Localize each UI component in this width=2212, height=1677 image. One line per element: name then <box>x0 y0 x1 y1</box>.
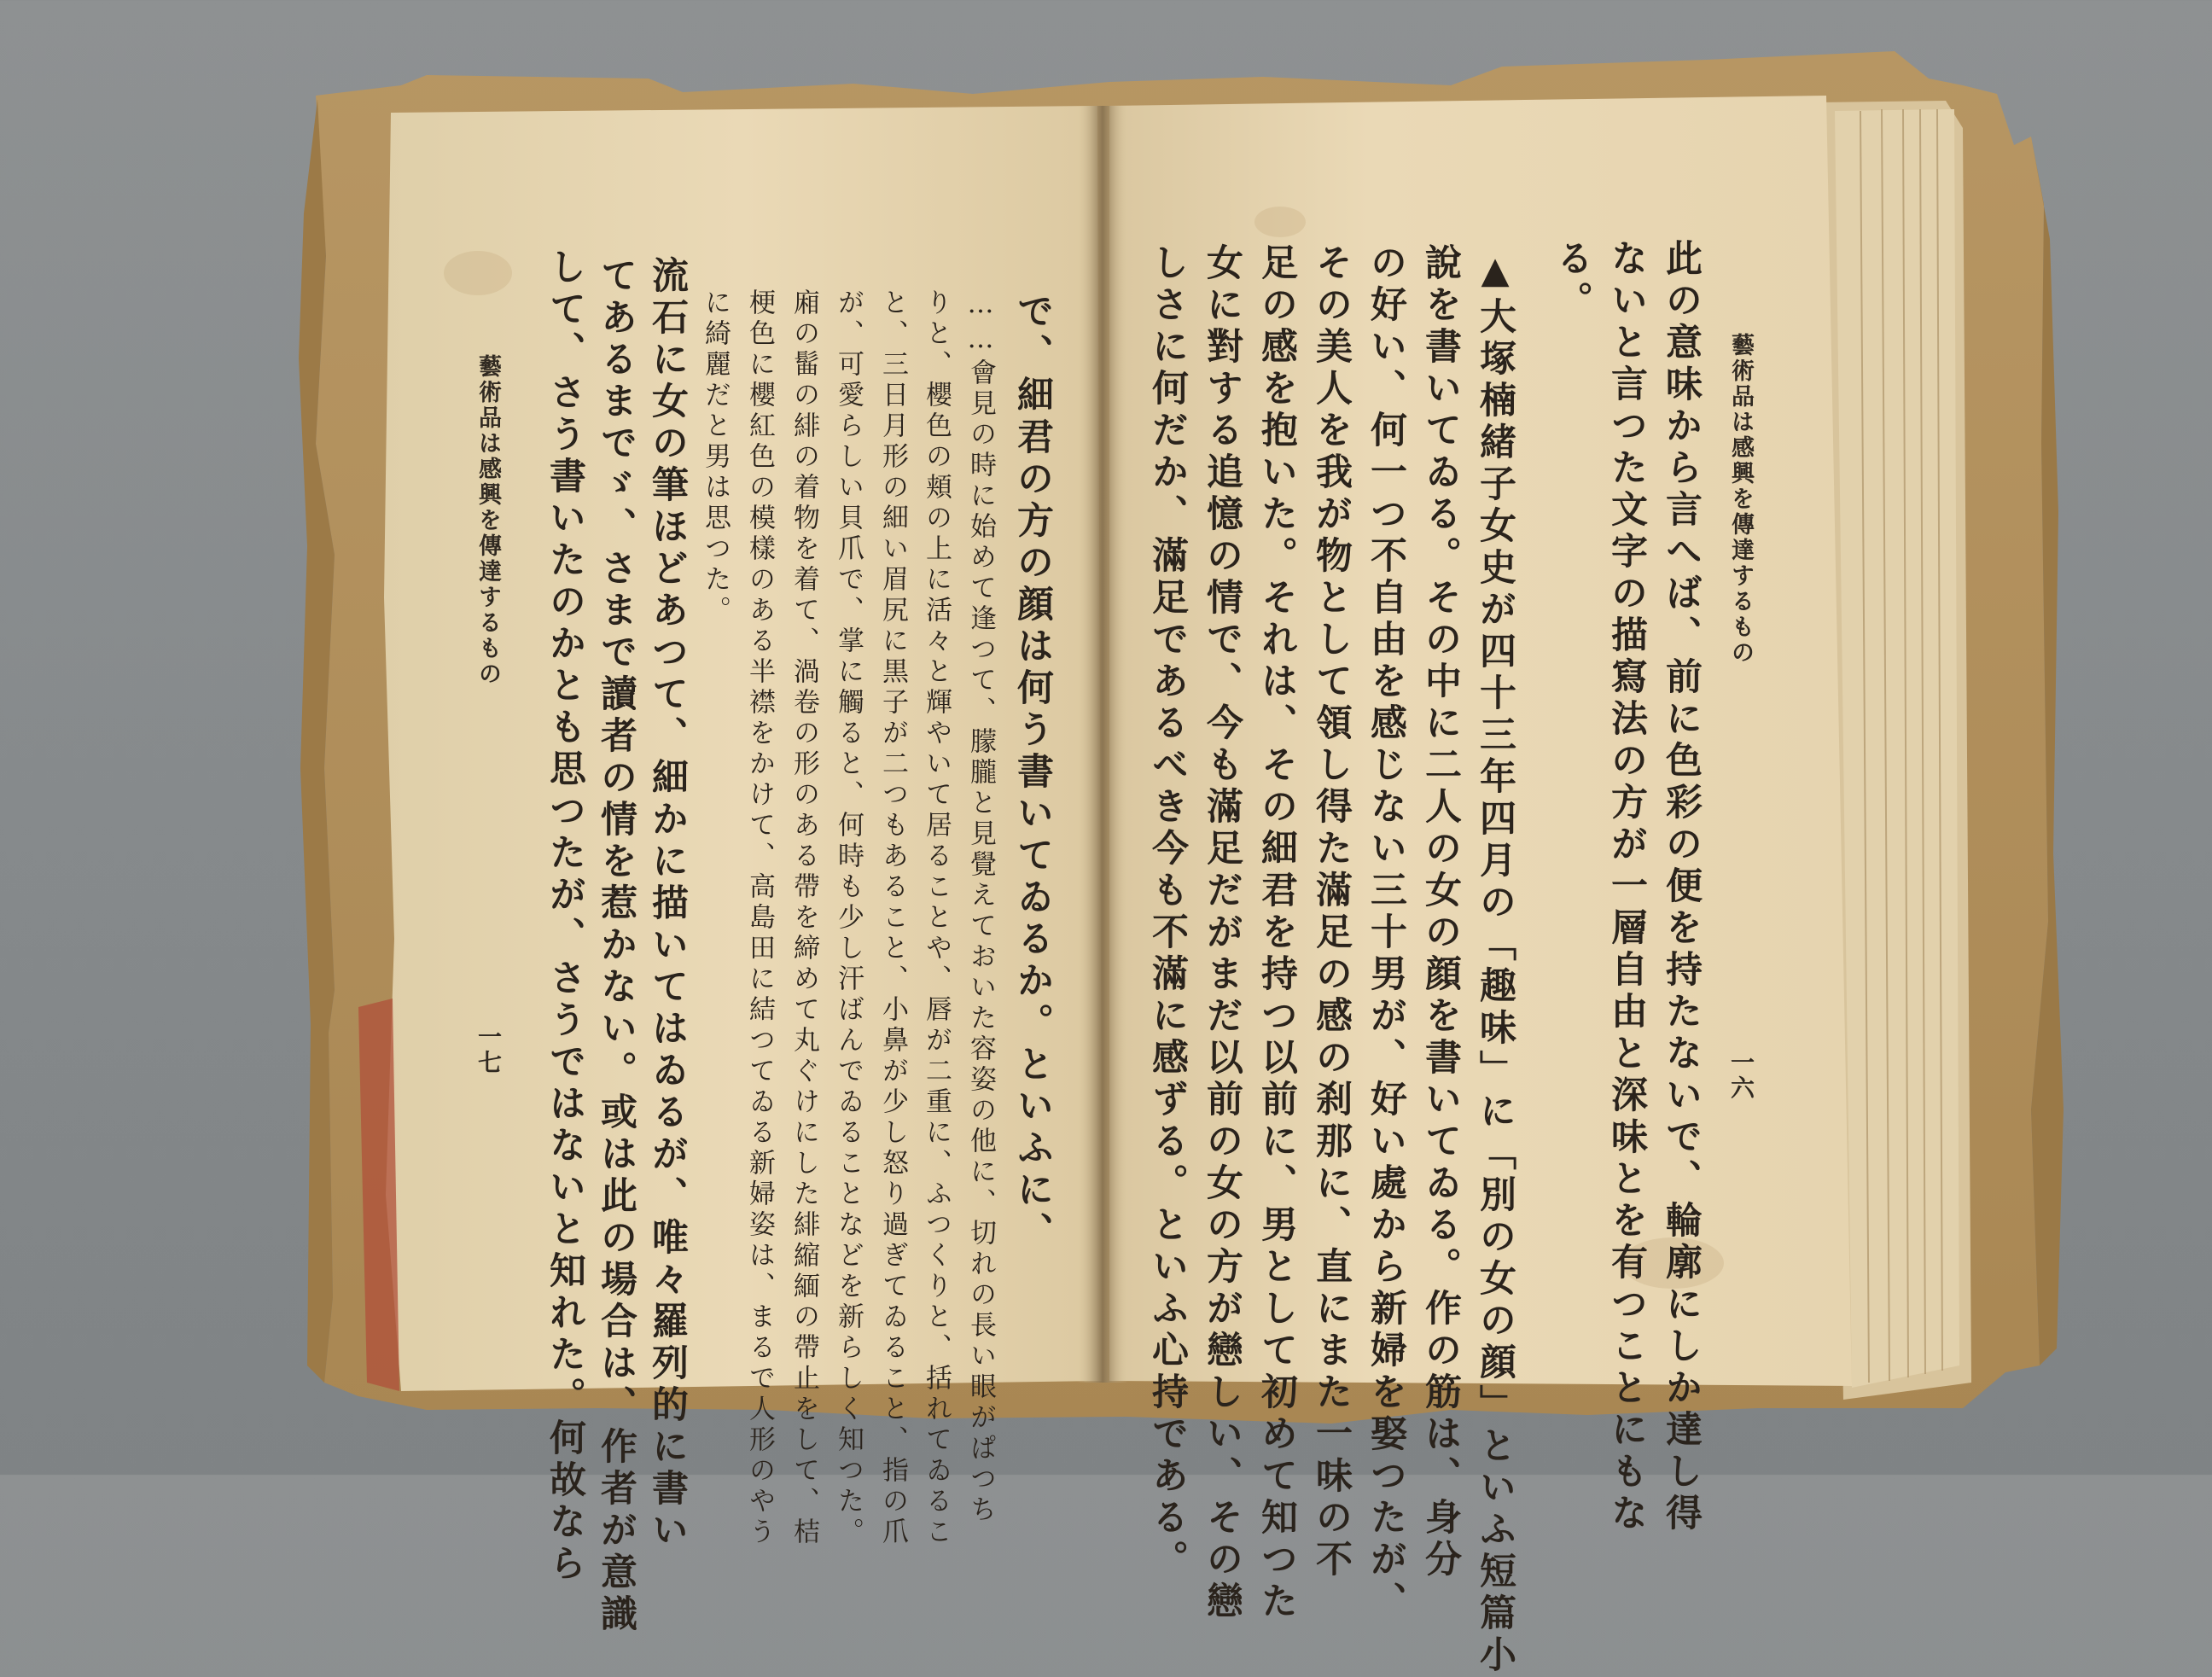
left-body-column: 梗色に櫻紅色の模樣のある半襟をかけて、高島田に結つてゐる新婦姿は、まるで人形のやう <box>744 288 775 1548</box>
right-body-column: しさに何だか、滿足であるべき今も不滿に感ずる。といふ心持である。 <box>1146 243 1189 1581</box>
left-body-column: 廂の髷の緋の着物を着て、渦卷の形のある帶を締めて丸ぐけにした緋縮緬の帶止をして、桔 <box>789 288 819 1548</box>
right-body-column: 說を書いてゐる。その中に二人の女の顔を書いてゐる。作の筋は、身分 <box>1419 243 1462 1581</box>
left-body-column: して、さう書いたのかとも思つたが、さうではないと知れた。何故なら <box>544 247 586 1586</box>
right-body-column: ないと言つた文字の描寫法の方が一層自由と深味とを有つことにもな <box>1605 239 1648 1535</box>
right-body-column: の好い、何一つ不自由を感じない三十男が、好い處から新婦を娶つたが、 <box>1365 243 1407 1623</box>
right-body-column: ▲大塚楠緒子女史が四十三年四月の「趣味」に「別の女の顔」といふ短篇小 <box>1474 249 1516 1677</box>
left-body-column: てあるまでゞ、さまで讀者の情を惹かない。或は此の場合は、作者が意識 <box>595 256 637 1636</box>
left-body-column: ……會見の時に始めて逢つて、朦朧と見覺えておいた容姿の他に、切れの長い眼がぱつち <box>965 288 996 1526</box>
left-body-column: に綺麗だと男は思つた。 <box>700 288 731 626</box>
right-body-column: 足の感を抱いた。それは、その細君を持つ以前に、男として初めて知つた <box>1255 243 1298 1623</box>
right-body-column: 女に對する追憶の情で、今も滿足だがまだ以前の女の方が戀しい、その戀 <box>1201 243 1243 1623</box>
left-body-column: で、細君の方の顔は何う書いてゐるか。といふに、 <box>1011 292 1054 1254</box>
right-body-column: 此の意味から言へば、前に色彩の便を持たないで、輪廓にしか達し得 <box>1660 239 1703 1535</box>
gutter-shadow <box>1077 106 1128 1383</box>
right-page-number: 一六 <box>1727 1050 1755 1101</box>
right-body-column: る。 <box>1551 239 1593 323</box>
left-body-column: が、可愛らしい貝爪で、掌に觸ると、何時も少し汗ばんでゐることなどを新らしく知つた。 <box>833 288 864 1548</box>
right-running-header: 藝術品は感興を傳達するもの <box>1727 333 1754 666</box>
left-body-column: 流石に女の筆ほどあつて、細かに描いてはゐるが、唯々羅列的に書い <box>646 256 689 1552</box>
left-running-header: 藝術品は感興を傳達するもの <box>474 354 501 687</box>
right-body-column: その美人を我が物として領し得た滿足の感の刹那に、直にまた一味の不 <box>1310 243 1353 1581</box>
left-body-column: りと、櫻色の頬の上に活々と輝やいて居ることや、唇が二重に、ふつくりと、括れてゐるこ <box>921 288 952 1548</box>
left-body-column: と、三日月形の細い眉尻に黒子が二つもあること、小鼻が少し怒り過ぎてゐること、指の爪 <box>877 288 908 1548</box>
left-page-number: 一七 <box>474 1024 503 1075</box>
